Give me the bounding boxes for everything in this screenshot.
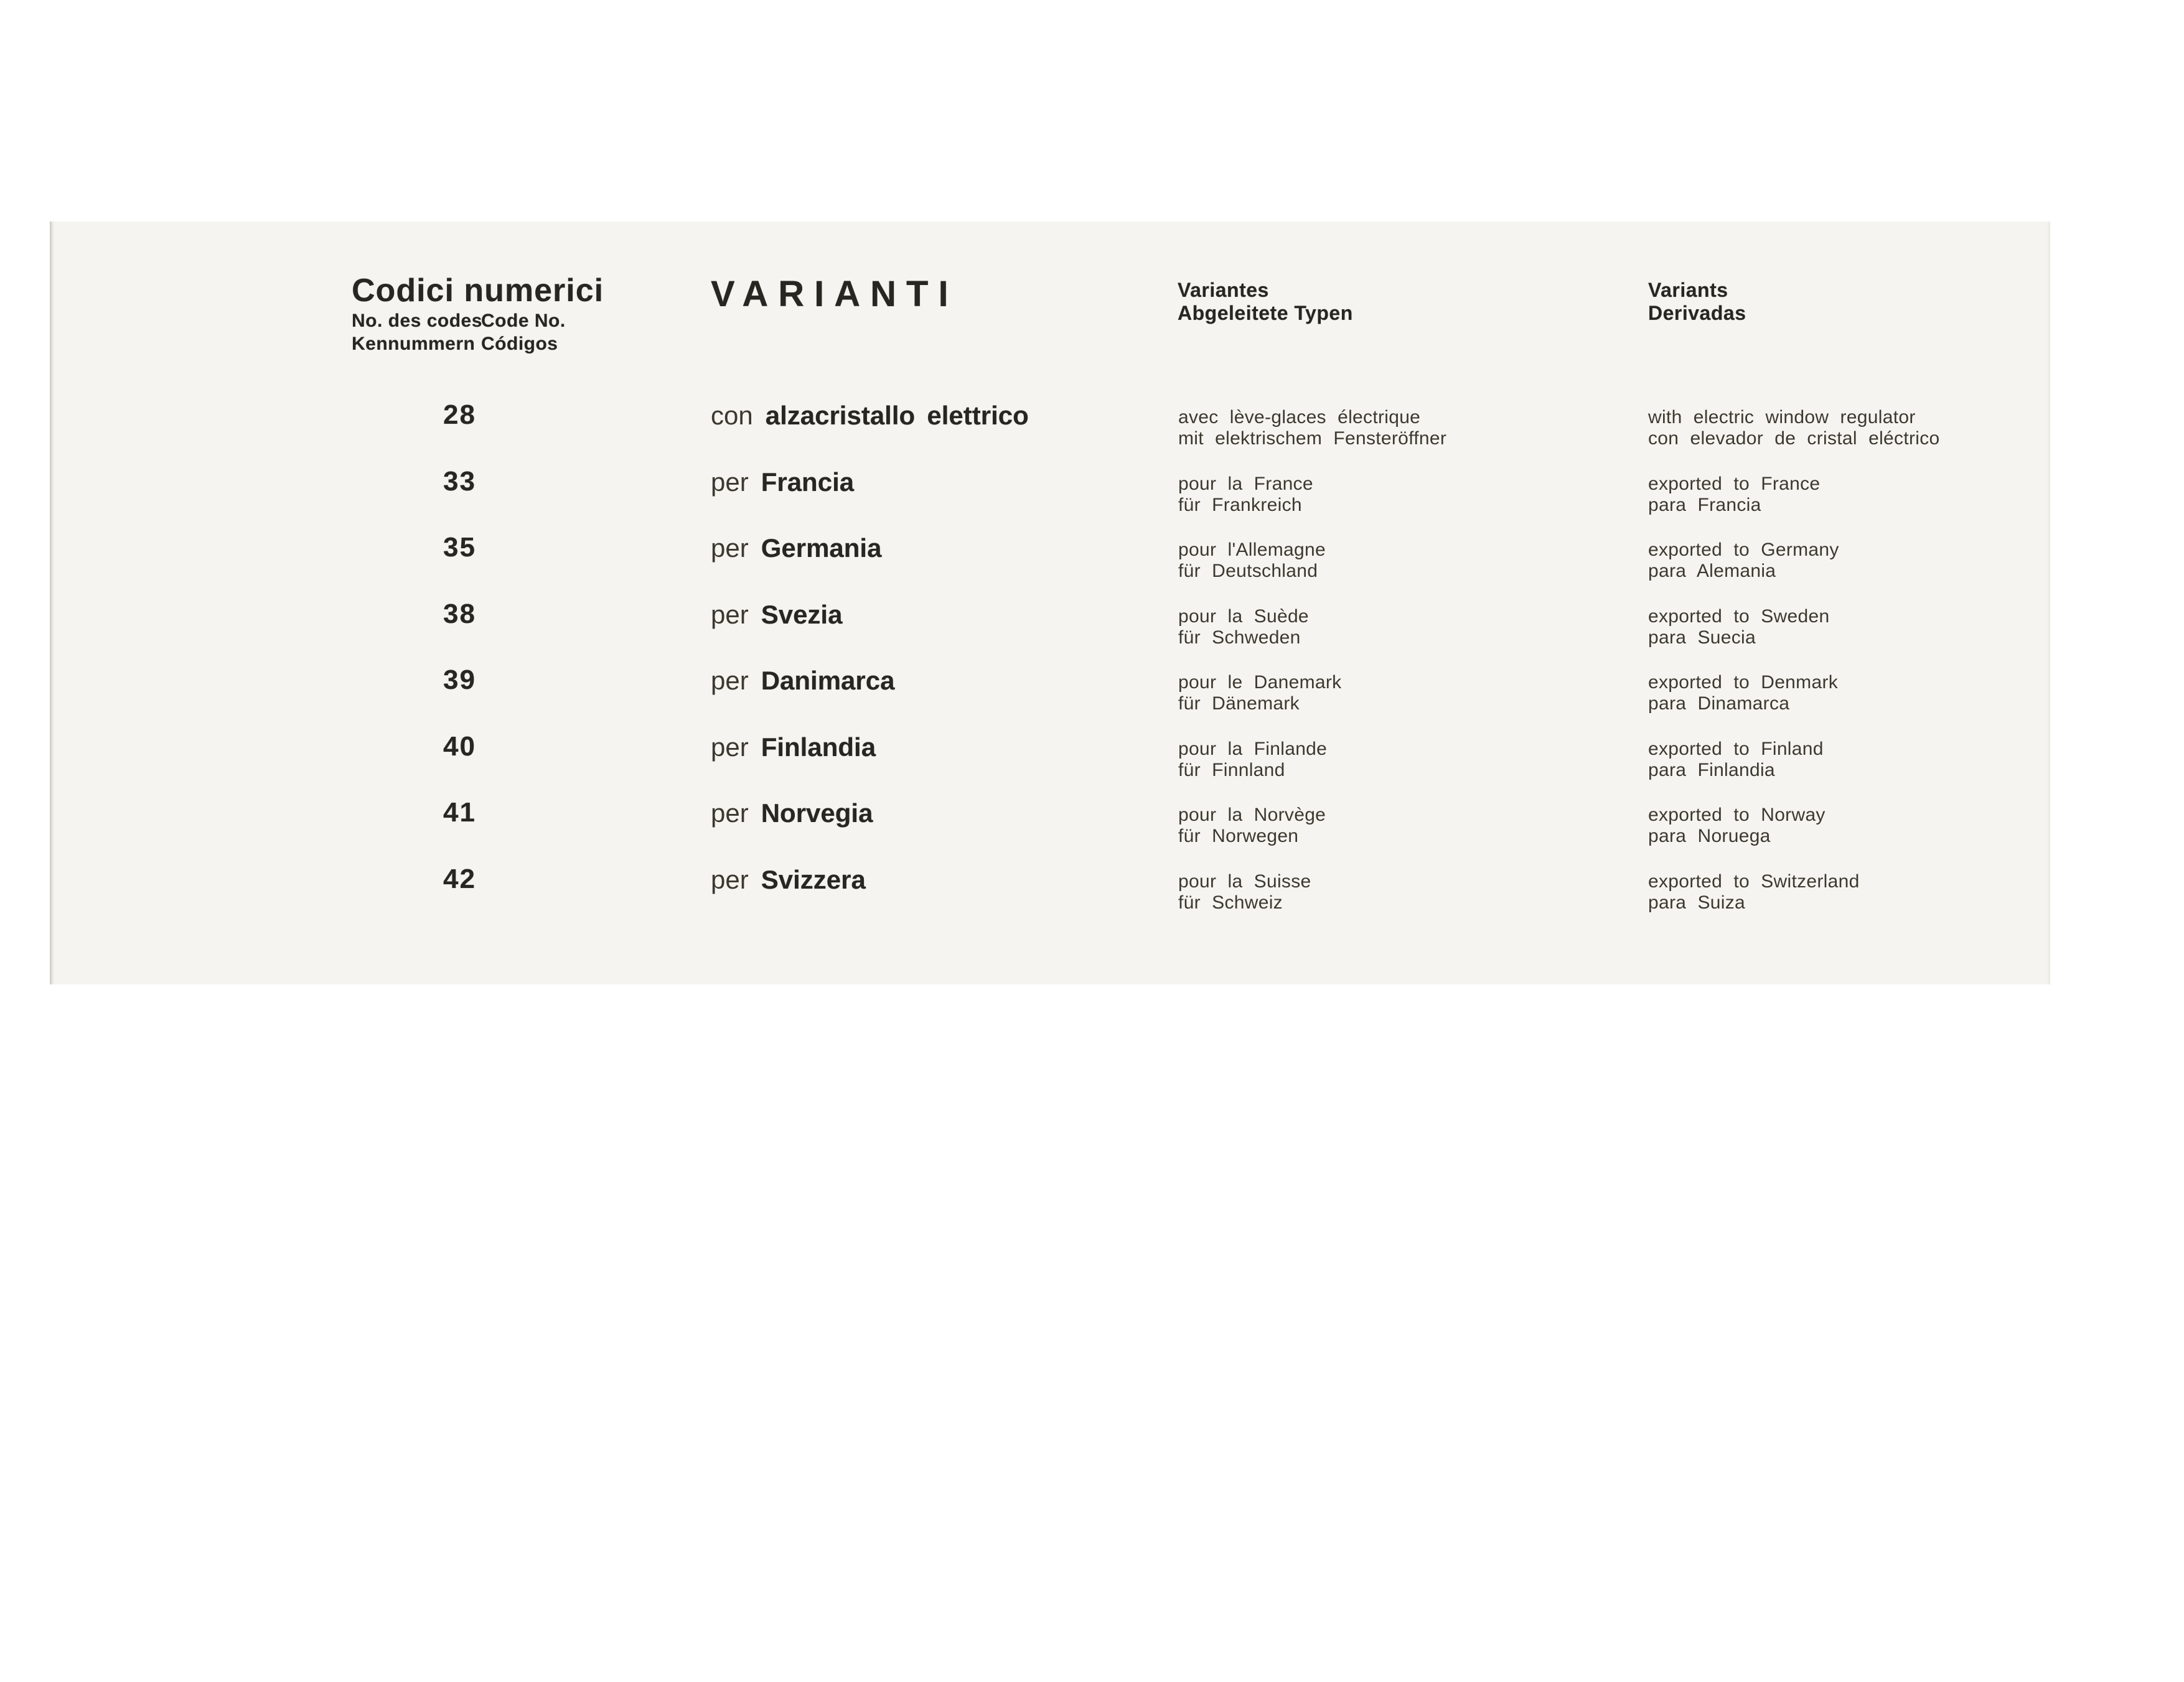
variant-spanish: para Finlandia (1648, 760, 1775, 780)
variant-fr-de (1178, 672, 1341, 714)
variant-italian-name: Germania (761, 533, 882, 563)
codes-subheader-en: Code No. (481, 311, 566, 331)
variant-spanish: para Suecia (1648, 627, 1756, 648)
variant-spanish: para Dinamarca (1648, 693, 1790, 714)
variant-german: für Schweiz (1178, 892, 1283, 913)
code-number: 28 (443, 399, 476, 430)
variant-english: exported to Denmark (1648, 672, 1839, 693)
code-number: 40 (443, 731, 476, 762)
variant-spanish: para Francia (1648, 495, 1761, 515)
variant-english: exported to Norway (1648, 805, 1825, 825)
variant-italian-prefix: per (711, 666, 749, 695)
codes-column-title: Codici numerici (352, 273, 604, 309)
variants-header-en: Variants (1648, 279, 1728, 301)
table-row (0, 600, 2184, 667)
variant-en-es (1648, 739, 1824, 781)
variant-english: exported to Germany (1648, 540, 1839, 560)
variant-italian (711, 469, 854, 495)
variant-fr-de (1178, 474, 1313, 516)
variants-header-fr: Variantes (1178, 279, 1269, 301)
variant-italian-prefix: per (711, 600, 749, 629)
variant-german: für Frankreich (1178, 495, 1302, 515)
variant-en-es (1648, 407, 1940, 449)
variant-italian-prefix: per (711, 732, 749, 762)
table-row (0, 534, 2184, 600)
variant-french: pour la France (1178, 474, 1313, 494)
table-row (0, 401, 2184, 468)
codes-subheader-es: Códigos (481, 334, 558, 354)
variant-italian (711, 867, 866, 893)
variant-italian-name: Danimarca (761, 666, 895, 695)
variant-german: mit elektrischem Fensteröffner (1178, 428, 1447, 449)
codes-subheader-de: Kennummern (352, 334, 476, 354)
variant-fr-de (1178, 805, 1326, 847)
variants-header-de: Abgeleitete Typen (1178, 302, 1353, 324)
variant-german: für Dänemark (1178, 693, 1300, 714)
variant-german: für Deutschland (1178, 561, 1318, 581)
variant-spanish: para Suiza (1648, 892, 1746, 913)
variant-fr-de (1178, 739, 1327, 781)
variant-italian-prefix: con (711, 401, 753, 430)
variants-header-es: Derivadas (1648, 302, 1746, 324)
variant-spanish: para Noruega (1648, 826, 1771, 846)
variant-en-es (1648, 805, 1825, 847)
variant-english: exported to Sweden (1648, 606, 1830, 627)
variant-italian (711, 734, 876, 760)
variant-french: pour le Danemark (1178, 672, 1342, 693)
variant-french: pour la Norvège (1178, 805, 1326, 825)
variant-en-es (1648, 540, 1839, 582)
variant-italian-prefix: per (711, 467, 749, 497)
table-row (0, 733, 2184, 800)
variant-en-es (1648, 672, 1838, 714)
variant-italian (711, 800, 873, 826)
variant-fr-de (1178, 407, 1446, 449)
table-row (0, 468, 2184, 535)
variant-spanish: para Alemania (1648, 561, 1776, 581)
variant-en-es (1648, 474, 1820, 516)
variant-fr-de (1178, 871, 1311, 913)
variant-italian-name: Francia (761, 467, 855, 497)
variant-italian-name: Norvegia (761, 798, 873, 828)
variant-italian-prefix: per (711, 865, 749, 894)
variant-english: exported to Switzerland (1648, 871, 1860, 892)
variant-french: pour la Finlande (1178, 739, 1328, 759)
variant-italian (711, 403, 1029, 429)
variant-italian-name: Finlandia (761, 732, 876, 762)
variant-french: pour la Suisse (1178, 871, 1311, 892)
variant-italian-prefix: per (711, 533, 749, 563)
variant-french: avec lève-glaces électrique (1178, 407, 1421, 428)
codes-subheader-fr: No. des codes (352, 311, 482, 331)
variant-italian-name: Svizzera (761, 865, 866, 894)
variant-english: exported to France (1648, 474, 1821, 494)
code-number: 35 (443, 532, 476, 563)
variant-english: exported to Finland (1648, 739, 1824, 759)
variant-fr-de (1178, 606, 1309, 648)
code-number: 33 (443, 466, 476, 497)
variant-en-es (1648, 606, 1829, 648)
table-row (0, 866, 2184, 932)
table-row (0, 799, 2184, 866)
variant-french: pour l'Allemagne (1178, 540, 1326, 560)
variant-italian-name: Svezia (761, 600, 843, 629)
variant-italian (711, 602, 842, 628)
variant-german: für Norwegen (1178, 826, 1299, 846)
code-number: 39 (443, 665, 476, 695)
variant-italian (711, 535, 881, 561)
varianti-title: VARIANTI (711, 274, 958, 314)
variant-german: für Finnland (1178, 760, 1285, 780)
variant-spanish: con elevador de cristal eléctrico (1648, 428, 1940, 449)
variant-english: with electric window regulator (1648, 407, 1916, 428)
variant-italian-prefix: per (711, 798, 749, 828)
code-number: 42 (443, 864, 476, 894)
variant-german: für Schweden (1178, 627, 1301, 648)
variant-italian (711, 668, 894, 694)
code-number: 38 (443, 599, 476, 629)
table-row (0, 666, 2184, 733)
variant-french: pour la Suède (1178, 606, 1309, 627)
variant-en-es (1648, 871, 1860, 913)
code-number: 41 (443, 797, 476, 828)
variant-fr-de (1178, 540, 1326, 582)
variant-italian-name: alzacristallo elettrico (765, 401, 1029, 430)
